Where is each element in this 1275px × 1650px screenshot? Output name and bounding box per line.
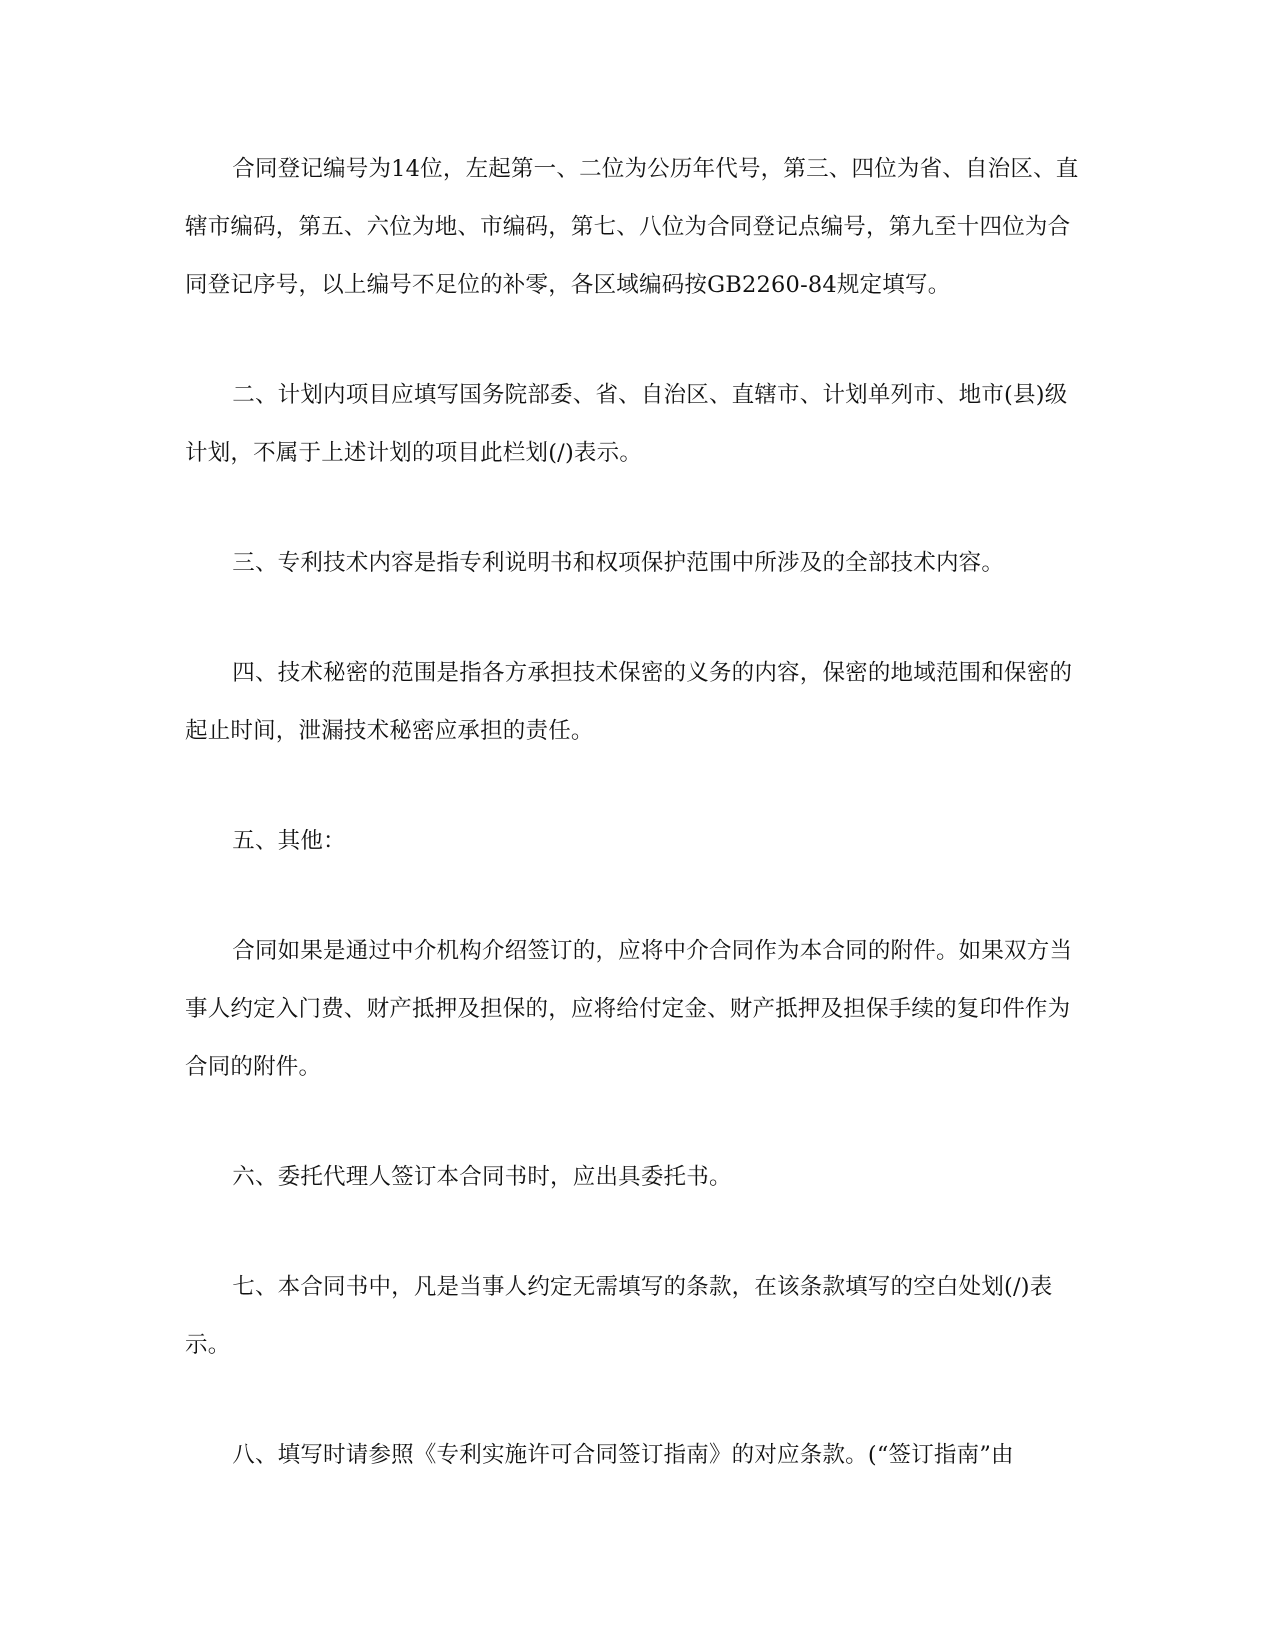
paragraph-spacer [185,760,1085,812]
paragraph-item-5: 五、其他： [232,828,346,854]
paragraph-spacer [185,1096,1085,1148]
paragraph-item-6: 六、委托代理人签订本合同书时，应出具委托书。 [232,1164,732,1190]
paragraph-spacer [185,1206,1085,1258]
paragraph-spacer [185,592,1085,644]
paragraph-item-2: 二、计划内项目应填写国务院部委、省、自治区、直辖市、计划单列市、地市(县)级计划，不属于上述计划的项目此栏划(/)表示。 [185,382,1068,466]
paragraph-item-7: 七、本合同书中，凡是当事人约定无需填写的条款，在该条款填写的空白处划(/)表示。 [185,1274,1053,1358]
paragraph-spacer [185,870,1085,922]
paragraph-item-3: 三、专利技术内容是指专利说明书和权项保护范围中所涉及的全部技术内容。 [232,550,1005,576]
paragraph-intermediary: 合同如果是通过中介机构介绍签订的，应将中介合同作为本合同的附件。如果双方当事人约定入门费、财产抵押及担保的，应将给付定金、财产抵押及担保手续的复印件作为合同的附件。 [185,938,1073,1080]
paragraph-spacer [185,482,1085,534]
paragraph-item-8: 八、填写时请参照《专利实施许可合同签订指南》的对应条款。(“签订指南”由 [232,1442,1014,1468]
paragraph-item-4: 四、技术秘密的范围是指各方承担技术保密的义务的内容，保密的地域范围和保密的起止时间，泄漏技术秘密应承担的责任。 [185,660,1073,744]
paragraph-registration-number: 合同登记编号为14位，左起第一、二位为公历年代号，第三、四位为省、自治区、直辖市编码，第五、六位为地、市编码，第七、八位为合同登记点编号，第九至十四位为合同登记序号，以上编号不足位的补零，各区域编码按GB2260-84规定填写。 [185,156,1079,298]
paragraph-spacer [185,314,1085,366]
document-body [185,140,1085,1484]
paragraph-spacer [185,1374,1085,1426]
